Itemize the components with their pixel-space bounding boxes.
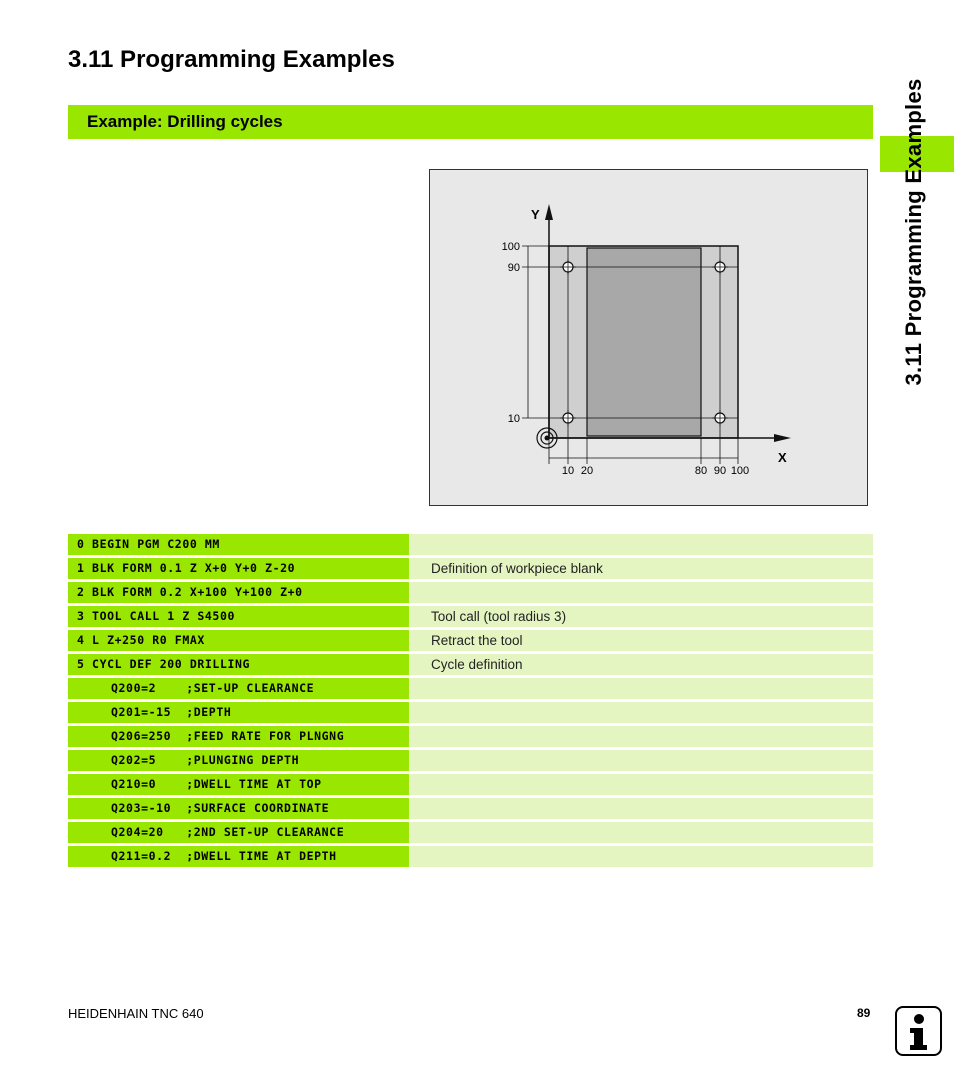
drilling-drawing	[430, 170, 869, 507]
block-description	[409, 702, 873, 723]
block-description	[409, 774, 873, 795]
table-row	[68, 582, 873, 603]
x-tick-label: 10	[561, 465, 575, 477]
nc-block: 2 BLK FORM 0.2 X+100 Y+100 Z+0	[68, 582, 409, 603]
nc-block: 0 BEGIN PGM C200 MM	[68, 534, 409, 555]
nc-block: Q206=250 ;FEED RATE FOR PLNGNG	[68, 726, 409, 747]
table-row	[68, 606, 873, 627]
nc-block: Q210=0 ;DWELL TIME AT TOP	[68, 774, 409, 795]
table-row	[68, 534, 873, 555]
y-tick-label: 100	[501, 241, 520, 253]
table-row	[68, 822, 873, 843]
nc-block: Q202=5 ;PLUNGING DEPTH	[68, 750, 409, 771]
block-description	[409, 846, 873, 867]
program-table	[68, 534, 873, 870]
table-row	[68, 774, 873, 795]
block-description	[409, 822, 873, 843]
nc-block: Q211=0.2 ;DWELL TIME AT DEPTH	[68, 846, 409, 867]
block-description: Definition of workpiece blank	[409, 558, 873, 579]
x-tick-label: 100	[730, 465, 750, 477]
block-description	[409, 534, 873, 555]
workpiece-pocket	[587, 248, 701, 436]
nc-block: Q203=-10 ;SURFACE COORDINATE	[68, 798, 409, 819]
nc-block: Q204=20 ;2ND SET-UP CLEARANCE	[68, 822, 409, 843]
x-axis-label: X	[778, 450, 787, 465]
block-description	[409, 798, 873, 819]
page-number: 89	[857, 1006, 871, 1020]
table-row	[68, 726, 873, 747]
block-description	[409, 582, 873, 603]
x-tick-label: 20	[580, 465, 594, 477]
nc-block: Q200=2 ;SET-UP CLEARANCE	[68, 678, 409, 699]
nc-block: 1 BLK FORM 0.1 Z X+0 Y+0 Z-20	[68, 558, 409, 579]
x-tick-label: 80	[694, 465, 708, 477]
footer-manual-name: HEIDENHAIN TNC 640	[68, 1006, 204, 1021]
block-description: Retract the tool	[409, 630, 873, 651]
side-tab-label: 3.11 Programming Examples	[901, 78, 926, 386]
nc-block: 5 CYCL DEF 200 DRILLING	[68, 654, 409, 675]
section-heading-bar	[68, 105, 873, 139]
block-description	[409, 726, 873, 747]
nc-block: 4 L Z+250 R0 FMAX	[68, 630, 409, 651]
drilling-figure	[429, 169, 868, 506]
nc-block: Q201=-15 ;DEPTH	[68, 702, 409, 723]
y-axis-label: Y	[531, 207, 540, 222]
block-description: Tool call (tool radius 3)	[409, 606, 873, 627]
nc-block: 3 TOOL CALL 1 Z S4500	[68, 606, 409, 627]
table-row	[68, 798, 873, 819]
page-title: 3.11 Programming Examples	[68, 46, 395, 73]
y-tick-label: 10	[507, 413, 520, 425]
table-row	[68, 654, 873, 675]
y-tick-label: 90	[507, 262, 520, 274]
table-row	[68, 678, 873, 699]
block-description	[409, 678, 873, 699]
section-heading: Example: Drilling cycles	[87, 112, 283, 131]
table-row	[68, 750, 873, 771]
info-icon	[895, 1006, 942, 1056]
table-row	[68, 630, 873, 651]
block-description	[409, 750, 873, 771]
table-row	[68, 702, 873, 723]
table-row	[68, 558, 873, 579]
y-axis-arrow	[545, 204, 553, 220]
table-row	[68, 846, 873, 867]
x-axis-arrow	[774, 434, 791, 442]
x-tick-label: 90	[713, 465, 727, 477]
block-description: Cycle definition	[409, 654, 873, 675]
